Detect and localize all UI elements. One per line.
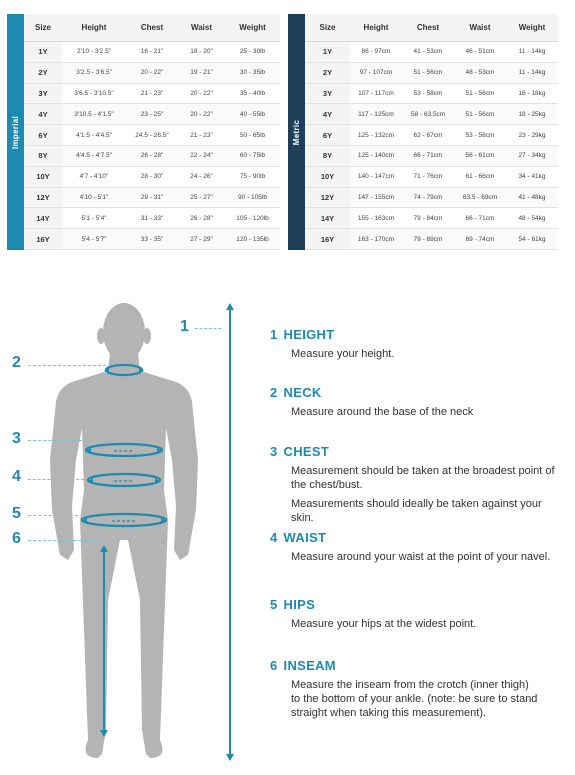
marker-5: 5	[12, 505, 21, 522]
leader-3	[28, 440, 82, 441]
metric-col-header: Waist	[454, 14, 506, 42]
size-cell: 2Y	[305, 62, 350, 83]
imperial-label: Imperial	[11, 115, 20, 149]
step-inseam-title: 6 INSEAM	[270, 658, 336, 673]
table-row	[305, 145, 558, 166]
size-cell: 1Y	[24, 42, 62, 63]
metric-col-header: Size	[305, 14, 350, 42]
table-row	[24, 104, 280, 125]
table-row	[24, 42, 280, 63]
step-inseam-text: Measure the inseam from the crotch (inner thigh) to the bottom of your ankle. (note: be sure to stand straight when taking this measurement).	[291, 679, 538, 719]
imperial-col-header: Size	[24, 14, 62, 42]
table-cell: 50 - 65lb	[225, 125, 280, 146]
table-cell: 4'10 - 5'1"	[62, 187, 126, 208]
table-cell: 105 - 120lb	[225, 208, 280, 229]
table-cell: 20 - 22"	[178, 104, 225, 125]
table-cell: 4'4.5 - 4'7.5"	[62, 145, 126, 166]
table-cell: 11 - 14kg	[506, 62, 558, 83]
table-cell: 30 - 35lb	[225, 62, 280, 83]
table-cell: 25 - 30lb	[225, 42, 280, 63]
table-cell: 23 - 25"	[126, 104, 178, 125]
table-row	[24, 62, 280, 83]
table-cell: 48 - 53cm	[454, 62, 506, 83]
table-cell: 27 - 29"	[178, 229, 225, 250]
table-cell: 86 - 97cm	[350, 42, 402, 63]
body-silhouette	[50, 303, 198, 758]
table-cell: 58 - 63.5cm	[402, 104, 454, 125]
table-cell: 125 - 132cm	[350, 125, 402, 146]
step-neck	[270, 385, 560, 419]
table-cell: 28 - 30"	[126, 166, 178, 187]
step-height	[270, 327, 560, 361]
table-cell: 66 - 71cm	[402, 145, 454, 166]
table-cell: 125 - 140cm	[350, 145, 402, 166]
step-hips	[270, 597, 560, 631]
table-cell: 54 - 61kg	[506, 229, 558, 250]
metric-header-row	[305, 14, 558, 42]
table-cell: 117 - 125cm	[350, 104, 402, 125]
table-cell: 48 - 54kg	[506, 208, 558, 229]
table-row	[305, 83, 558, 104]
table-cell: 79 - 84cm	[402, 208, 454, 229]
table-cell: 60 - 75lb	[225, 145, 280, 166]
table-cell: 97 - 107cm	[350, 62, 402, 83]
table-row	[24, 208, 280, 229]
table-cell: 34 - 41kg	[506, 166, 558, 187]
table-cell: 4'1.5 - 4'4.5"	[62, 125, 126, 146]
table-cell: 23 - 29kg	[506, 125, 558, 146]
table-row	[24, 187, 280, 208]
step-waist-title: 4 WAIST	[270, 530, 327, 545]
metric-table	[305, 14, 558, 250]
table-cell: 46 - 51cm	[454, 42, 506, 63]
metric-label-band	[288, 14, 305, 250]
leader-4	[28, 479, 84, 480]
table-cell: 140 - 147cm	[350, 166, 402, 187]
metric-size-table	[288, 14, 558, 250]
table-row	[305, 166, 558, 187]
table-cell: 31 - 33"	[126, 208, 178, 229]
step-inseam	[270, 658, 560, 720]
table-cell: 90 - 105lb	[225, 187, 280, 208]
imperial-size-table	[7, 14, 280, 250]
leader-5	[28, 515, 78, 516]
size-cell: 3Y	[305, 83, 350, 104]
step-neck-title: 2 NECK	[270, 385, 322, 400]
table-cell: 4'7 - 4'10"	[62, 166, 126, 187]
table-cell: 53 - 58cm	[454, 125, 506, 146]
table-cell: 20 - 22"	[178, 83, 225, 104]
table-row	[305, 229, 558, 250]
table-cell: 3'2.5 - 3'6.5"	[62, 62, 126, 83]
step-chest-text-2: Measurements should ideally be taken against your skin.	[291, 498, 542, 524]
imperial-label-band	[7, 14, 24, 250]
step-hips-text: Measure your hips at the widest point.	[291, 618, 477, 630]
size-cell: 1Y	[305, 42, 350, 63]
size-cell: 12Y	[24, 187, 62, 208]
marker-2: 2	[12, 354, 21, 371]
table-row	[24, 229, 280, 250]
table-cell: 21 - 23"	[126, 83, 178, 104]
size-cell: 6Y	[24, 125, 62, 146]
table-cell: 18 - 20"	[178, 42, 225, 63]
marker-4: 4	[12, 468, 21, 485]
table-cell: 107 - 117cm	[350, 83, 402, 104]
table-cell: 33 - 35"	[126, 229, 178, 250]
table-row	[305, 62, 558, 83]
metric-col-header: Weight	[506, 14, 558, 42]
table-cell: 27 - 34kg	[506, 145, 558, 166]
table-cell: 62 - 67cm	[402, 125, 454, 146]
table-cell: 66 - 71cm	[454, 208, 506, 229]
step-height-title: 1 HEIGHT	[270, 327, 335, 342]
table-cell: 51 - 56cm	[454, 83, 506, 104]
table-cell: 18 - 25kg	[506, 104, 558, 125]
table-cell: 163 - 170cm	[350, 229, 402, 250]
size-cell: 3Y	[24, 83, 62, 104]
size-cell: 16Y	[305, 229, 350, 250]
size-cell: 4Y	[305, 104, 350, 125]
imperial-col-header: Height	[62, 14, 126, 42]
table-cell: 20 - 22"	[126, 62, 178, 83]
table-cell: 69 - 74cm	[454, 229, 506, 250]
table-cell: 5'1 - 5'4"	[62, 208, 126, 229]
leader-6	[28, 540, 102, 541]
table-cell: 26 - 28"	[178, 208, 225, 229]
table-cell: 3'6.5 - 3'10.5"	[62, 83, 126, 104]
table-row	[24, 145, 280, 166]
table-cell: 63.5 - 69cm	[454, 187, 506, 208]
table-cell: 56 - 61cm	[454, 145, 506, 166]
table-cell: 2'10 - 3'2.5"	[62, 42, 126, 63]
table-cell: 61 - 66cm	[454, 166, 506, 187]
metric-label: Metric	[292, 119, 301, 145]
table-cell: 5'4 - 5'7"	[62, 229, 126, 250]
table-cell: 155 - 163cm	[350, 208, 402, 229]
step-hips-title: 5 HIPS	[270, 597, 316, 612]
step-neck-text: Measure around the base of the neck	[291, 406, 474, 418]
table-cell: 35 - 40lb	[225, 83, 280, 104]
table-cell: 51 - 56cm	[402, 62, 454, 83]
size-cell: 10Y	[305, 166, 350, 187]
table-row	[305, 125, 558, 146]
step-chest-text-1: Measurement should be taken at the broadest point of the chest/bust.	[291, 465, 555, 491]
size-cell: 14Y	[24, 208, 62, 229]
leader-2	[28, 365, 106, 366]
table-cell: 71 - 76cm	[402, 166, 454, 187]
step-height-text: Measure your height.	[291, 348, 395, 360]
table-row	[305, 42, 558, 63]
table-row	[305, 208, 558, 229]
table-cell: 147 - 155cm	[350, 187, 402, 208]
table-cell: 40 - 55lb	[225, 104, 280, 125]
table-cell: 19 - 21"	[178, 62, 225, 83]
table-cell: 11 - 14kg	[506, 42, 558, 63]
size-cell: 8Y	[305, 145, 350, 166]
size-cell: 10Y	[24, 166, 62, 187]
imperial-col-header: Chest	[126, 14, 178, 42]
size-cell: 2Y	[24, 62, 62, 83]
table-row	[24, 166, 280, 187]
marker-6: 6	[12, 530, 21, 547]
table-cell: 74 - 79cm	[402, 187, 454, 208]
size-cell: 12Y	[305, 187, 350, 208]
table-cell: 22 - 24"	[178, 145, 225, 166]
table-cell: 21 - 23"	[178, 125, 225, 146]
imperial-col-header: Weight	[225, 14, 280, 42]
leader-1	[195, 328, 221, 329]
table-cell: 41 - 53cm	[402, 42, 454, 63]
step-waist	[270, 530, 560, 564]
step-waist-text: Measure around your waist at the point of your navel.	[291, 551, 551, 563]
table-row	[24, 83, 280, 104]
metric-col-header: Chest	[402, 14, 454, 42]
body-figure	[0, 300, 240, 770]
metric-col-header: Height	[350, 14, 402, 42]
table-cell: 25 - 27"	[178, 187, 225, 208]
table-cell: 26 - 28"	[126, 145, 178, 166]
step-chest-title: 3 CHEST	[270, 444, 330, 459]
size-cell: 14Y	[305, 208, 350, 229]
size-cell: 6Y	[305, 125, 350, 146]
size-cell: 8Y	[24, 145, 62, 166]
table-cell: 3'10.5 - 4'1.5"	[62, 104, 126, 125]
table-row	[305, 104, 558, 125]
table-row	[24, 125, 280, 146]
size-cell: 16Y	[24, 229, 62, 250]
imperial-table	[24, 14, 280, 250]
marker-3: 3	[12, 430, 21, 447]
imperial-col-header: Waist	[178, 14, 225, 42]
marker-1: 1	[180, 318, 189, 335]
table-cell: 16 - 18kg	[506, 83, 558, 104]
imperial-header-row	[24, 14, 280, 42]
size-cell: 4Y	[24, 104, 62, 125]
table-cell: 79 - 89cm	[402, 229, 454, 250]
table-cell: 29 - 31"	[126, 187, 178, 208]
table-cell: 53 - 58cm	[402, 83, 454, 104]
step-chest	[270, 444, 560, 525]
height-arrow	[229, 309, 231, 755]
table-cell: 51 - 56cm	[454, 104, 506, 125]
table-cell: 41 - 48kg	[506, 187, 558, 208]
table-cell: 75 - 90lb	[225, 166, 280, 187]
table-cell: 16 - 21"	[126, 42, 178, 63]
table-cell: 24 - 26"	[178, 166, 225, 187]
table-cell: 24.5 - 26.5"	[126, 125, 178, 146]
table-row	[305, 187, 558, 208]
table-cell: 120 - 135lb	[225, 229, 280, 250]
